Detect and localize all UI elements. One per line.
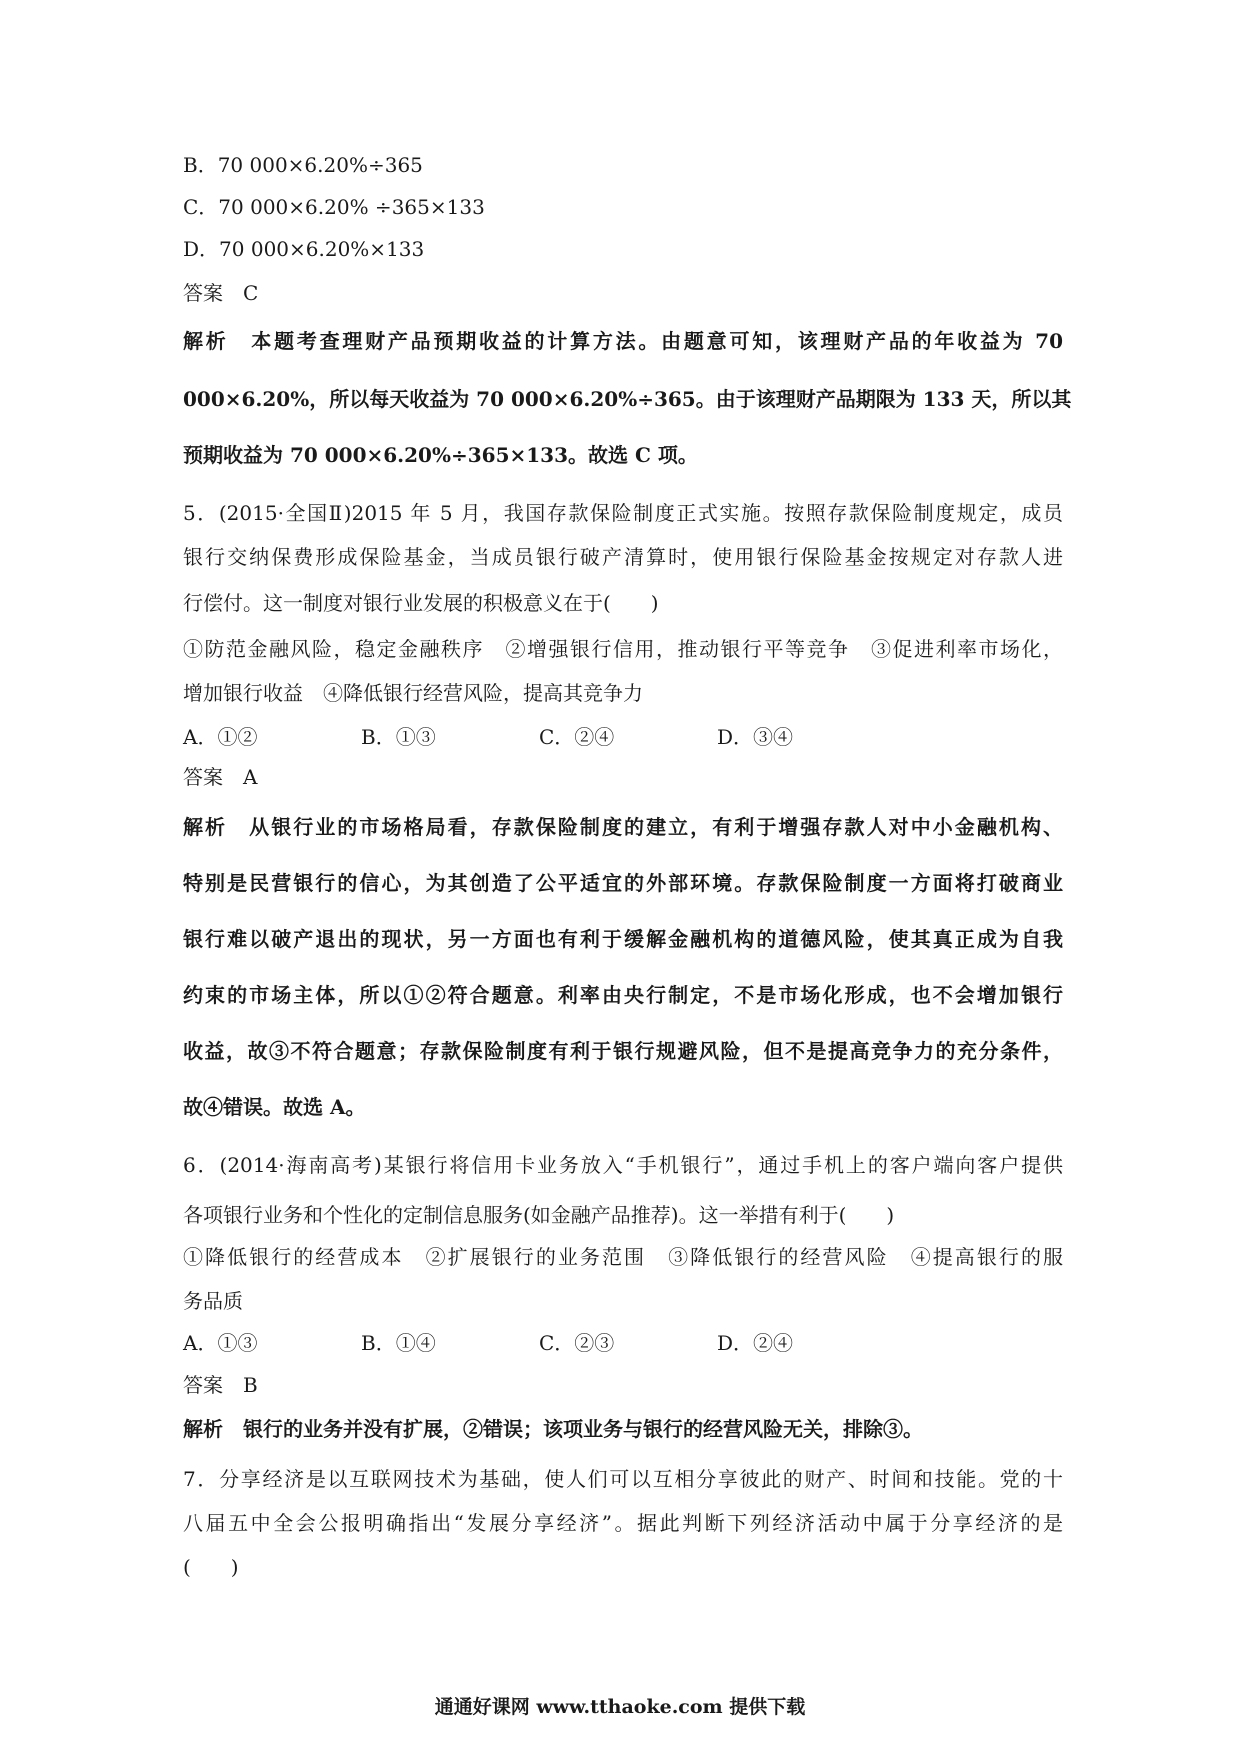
q5-option-c: C．②④ bbox=[539, 725, 615, 749]
q5-option-d: D．③④ bbox=[717, 725, 794, 749]
page-footer: 通通好课网 www.tthaoke.com 提供下载 bbox=[434, 1696, 806, 1718]
q6-statement-line: 务品质 bbox=[183, 1289, 243, 1313]
q5-statement-line: 增加银行收益 ④降低银行经营风险，提高其竞争力 bbox=[183, 681, 643, 705]
q6-option-c: C．②③ bbox=[539, 1331, 615, 1355]
q5-option-b: B．①③ bbox=[361, 725, 436, 749]
q5-stem-line: 行偿付。这一制度对银行业发展的积极意义在于( ) bbox=[183, 591, 659, 615]
q4-analysis-line: 预期收益为 70 000×6.20%÷365×133。故选 C 项。 bbox=[183, 443, 698, 467]
q5-answer: 答案 A bbox=[183, 765, 258, 789]
q4-option-b: B．70 000×6.20%÷365 bbox=[183, 153, 423, 177]
q5-option-a: A．①② bbox=[183, 725, 258, 749]
q7-stem-line: ( ) bbox=[183, 1555, 239, 1579]
q5-stem-line: 5．(2015·全国Ⅱ)2015 年 5 月，我国存款保险制度正式实施。按照存款保险制度规定，成员 bbox=[183, 501, 1063, 525]
q6-stem-line: 各项银行业务和个性化的定制信息服务(如金融产品推荐)。这一举措有利于( ) bbox=[183, 1203, 895, 1227]
q6-option-a: A．①③ bbox=[183, 1331, 258, 1355]
q6-option-d: D．②④ bbox=[717, 1331, 794, 1355]
q4-option-c: C．70 000×6.20% ÷365×133 bbox=[183, 195, 485, 219]
q5-stem-line: 银行交纳保费形成保险基金，当成员银行破产清算时，使用银行保险基金按规定对存款人进 bbox=[183, 545, 1063, 569]
q5-analysis-line: 约束的市场主体，所以①②符合题意。利率由央行制定，不是市场化形成，也不会增加银行 bbox=[183, 983, 1063, 1007]
q5-analysis-line: 收益，故③不符合题意；存款保险制度有利于银行规避风险，但不是提高竞争力的充分条件， bbox=[183, 1039, 1063, 1063]
q6-analysis: 解析 银行的业务并没有扩展，②错误；该项业务与银行的经营风险无关，排除③。 bbox=[183, 1417, 923, 1441]
q5-analysis-line: 故④错误。故选 A。 bbox=[183, 1095, 366, 1119]
q6-option-b: B．①④ bbox=[361, 1331, 436, 1355]
q4-option-d: D．70 000×6.20%×133 bbox=[183, 237, 425, 261]
q4-analysis-line: 解析 本题考查理财产品预期收益的计算方法。由题意可知，该理财产品的年收益为 70 bbox=[183, 329, 1063, 353]
q5-analysis-line: 银行难以破产退出的现状，另一方面也有利于缓解金融机构的道德风险，使其真正成为自我 bbox=[183, 927, 1063, 951]
q6-stem-line: 6．(2014·海南高考)某银行将信用卡业务放入“手机银行”，通过手机上的客户端向客户提供 bbox=[183, 1153, 1063, 1177]
q5-analysis-line: 解析 从银行业的市场格局看，存款保险制度的建立，有利于增强存款人对中小金融机构、 bbox=[183, 815, 1063, 839]
q5-analysis-line: 特别是民营银行的信心，为其创造了公平适宜的外部环境。存款保险制度一方面将打破商业 bbox=[183, 871, 1063, 895]
q4-analysis-line: 000×6.20%，所以每天收益为 70 000×6.20%÷365。由于该理财产品期限为 133 天，所以其 bbox=[183, 387, 1072, 411]
q7-stem-line: 7．分享经济是以互联网技术为基础，使人们可以互相分享彼此的财产、时间和技能。党的十 bbox=[183, 1467, 1063, 1491]
q5-statement-line: ①防范金融风险，稳定金融秩序 ②增强银行信用，推动银行平等竞争 ③促进利率市场化， bbox=[183, 637, 1063, 661]
q6-answer: 答案 B bbox=[183, 1373, 258, 1397]
q4-answer: 答案 C bbox=[183, 281, 259, 305]
q6-statement-line: ①降低银行的经营成本 ②扩展银行的业务范围 ③降低银行的经营风险 ④提高银行的服 bbox=[183, 1245, 1063, 1269]
q7-stem-line: 八届五中全会公报明确指出“发展分享经济”。据此判断下列经济活动中属于分享经济的是 bbox=[183, 1511, 1063, 1535]
